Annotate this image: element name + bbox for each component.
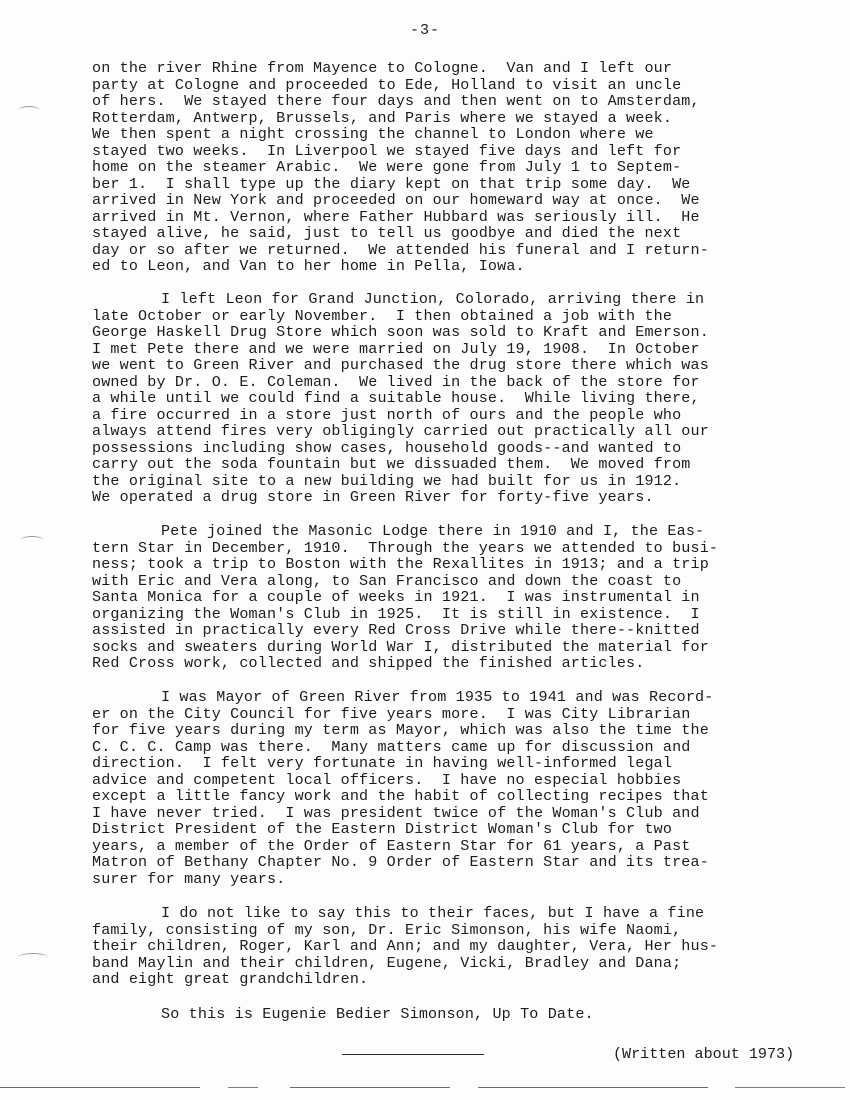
bottom-rule [735, 1087, 845, 1088]
text-line: I have never tried. I was president twice of the Woman's Club and [92, 804, 700, 822]
text-line: with Eric and Vera along, to San Francisco and down the coast to [92, 572, 682, 590]
text-line: ber 1. I shall type up the diary kept on that trip some day. We [92, 175, 691, 193]
bottom-rule [228, 1087, 258, 1088]
text-line: arrived in Mt. Vernon, where Father Hubbard was seriously ill. He [92, 208, 700, 226]
margin-mark [18, 106, 40, 115]
text-line: band Maylin and their children, Eugene, Vicki, Bradley and Dana; [92, 954, 682, 972]
margin-mark [20, 536, 44, 545]
text-line: Red Cross work, collected and shipped the finished articles. [92, 654, 645, 672]
bottom-rule [290, 1087, 450, 1088]
text-line: years, a member of the Order of Eastern Star for 61 years, a Past [92, 837, 691, 855]
text-line: Matron of Bethany Chapter No. 9 Order of Eastern Star and its trea- [92, 853, 709, 871]
text-line: So this is Eugenie Bedier Simonson, Up To Date. [161, 1005, 594, 1023]
text-line: we went to Green River and purchased the drug store there which was [92, 356, 709, 374]
text-line: a while until we could find a suitable house. While living there, [92, 389, 700, 407]
text-line: We then spent a night crossing the channel to London where we [92, 125, 654, 143]
text-line: I do not like to say this to their faces, but I have a fine [161, 904, 705, 922]
text-line: advice and competent local officers. I have no especial hobbies [92, 771, 682, 789]
text-line: socks and sweaters during World War I, distributed the material for [92, 638, 709, 656]
text-line: family, consisting of my son, Dr. Eric Simonson, his wife Naomi, [92, 921, 682, 939]
text-line: We operated a drug store in Green River for forty-five years. [92, 488, 654, 506]
text-line: for five years during my term as Mayor, which was also the time the [92, 721, 709, 739]
text-line: ed to Leon, and Van to her home in Pella, Iowa. [92, 257, 525, 275]
text-line: stayed alive, he said, just to tell us goodbye and died the next [92, 224, 682, 242]
text-line: er on the City Council for five years more. I was City Librarian [92, 705, 691, 723]
text-line: direction. I felt very fortunate in having well-informed legal [92, 754, 673, 772]
text-line: I met Pete there and we were married on July 19, 1908. In October [92, 340, 700, 358]
text-line: surer for many years. [92, 870, 286, 888]
text-line: arrived in New York and proceeded on our homeward way at once. We [92, 191, 700, 209]
page-number: -3- [409, 22, 440, 39]
date-note: (Written about 1973) [613, 1045, 795, 1063]
text-line: Rotterdam, Antwerp, Brussels, and Paris where we stayed a week. [92, 109, 673, 127]
text-line: always attend fires very obligingly carried out practically all our [92, 422, 709, 440]
text-line: organizing the Woman's Club in 1925. It is still in existence. I [92, 605, 700, 623]
text-line: assisted in practically every Red Cross Drive while there--knitted [92, 621, 700, 639]
text-line: I was Mayor of Green River from 1935 to 1941 and was Record- [161, 688, 714, 706]
separator-rule [342, 1054, 484, 1055]
text-line: the original site to a new building we had built for us in 1912. [92, 472, 682, 490]
text-line: District President of the Eastern District Woman's Club for two [92, 820, 673, 838]
text-line: C. C. C. Camp was there. Many matters came up for discussion and [92, 738, 691, 756]
text-line: their children, Roger, Karl and Ann; and my daughter, Vera, Her hus- [92, 937, 719, 955]
text-line: on the river Rhine from Mayence to Cologne. Van and I left our [92, 59, 673, 77]
text-line: carry out the soda fountain but we dissuaded them. We moved from [92, 455, 691, 473]
text-line: tern Star in December, 1910. Through the years we attended to busi- [92, 539, 719, 557]
text-line: of hers. We stayed there four days and then went on to Amsterdam, [92, 92, 700, 110]
text-line: party at Cologne and proceeded to Ede, Holland to visit an uncle [92, 76, 682, 94]
text-line: home on the steamer Arabic. We were gone from July 1 to Septem- [92, 158, 682, 176]
text-line: a fire occurred in a store just north of ours and the people who [92, 406, 682, 424]
text-line: I left Leon for Grand Junction, Colorado, arriving there in [161, 290, 705, 308]
text-line: day or so after we returned. We attended his funeral and I return- [92, 241, 709, 259]
bottom-rule [0, 1087, 200, 1088]
text-line: George Haskell Drug Store which soon was sold to Kraft and Emerson. [92, 323, 709, 341]
bottom-rule [478, 1087, 708, 1088]
text-line: stayed two weeks. In Liverpool we stayed five days and left for [92, 142, 682, 160]
text-line: possessions including show cases, household goods--and wanted to [92, 439, 682, 457]
text-line: late October or early November. I then obtained a job with the [92, 307, 673, 325]
text-line: ness; took a trip to Boston with the Rexallites in 1913; and a trip [92, 555, 709, 573]
margin-mark [18, 953, 48, 962]
text-line: Pete joined the Masonic Lodge there in 1910 and I, the Eas- [161, 522, 705, 540]
text-line: Santa Monica for a couple of weeks in 1921. I was instrumental in [92, 588, 700, 606]
text-line: and eight great grandchildren. [92, 970, 369, 988]
text-line: owned by Dr. O. E. Coleman. We lived in the back of the store for [92, 373, 700, 391]
text-line: except a little fancy work and the habit of collecting recipes that [92, 787, 709, 805]
